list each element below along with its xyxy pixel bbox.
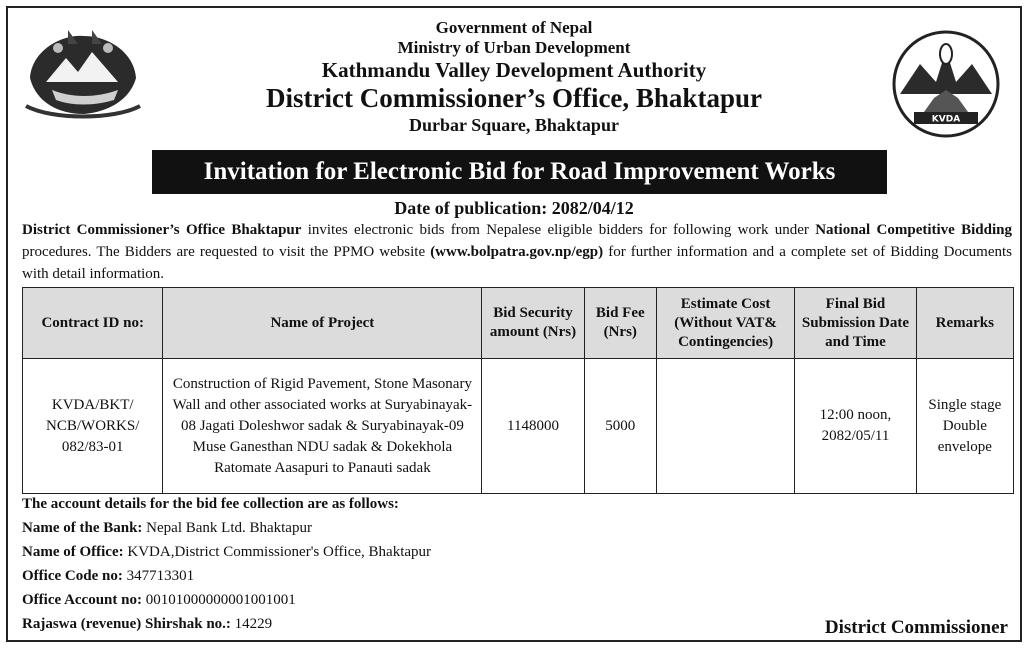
acct-value: 00101000000001001001 bbox=[141, 592, 296, 608]
col-estimate: Estimate Cost (Without VAT& Contingencies) bbox=[656, 288, 794, 359]
kvda-logo-text: KVDA bbox=[931, 114, 961, 125]
cell-submission: 12:00 noon, 2082/05/11 bbox=[795, 359, 916, 494]
code-value: 347713301 bbox=[122, 568, 195, 584]
intro-website: (www.bolpatra.gov.np/egp) bbox=[430, 244, 604, 260]
col-project: Name of Project bbox=[163, 288, 482, 359]
cell-remarks: Single stage Double envelope bbox=[916, 359, 1013, 494]
notice-page bbox=[6, 6, 1022, 642]
government-line: Government of Nepal bbox=[435, 18, 593, 37]
office-name-line bbox=[22, 540, 782, 564]
col-remarks: Remarks bbox=[916, 288, 1013, 359]
bid-table bbox=[22, 287, 1014, 494]
rajaswa-line bbox=[22, 612, 782, 636]
notice-header bbox=[8, 18, 1020, 136]
office-line: District Commissioner’s Office, Bhaktapur bbox=[266, 83, 762, 113]
intro-text-1: invites electronic bids from Nepalese eligible bidders for following work under bbox=[301, 222, 816, 238]
office-label: Name of Office: bbox=[22, 544, 124, 560]
address-line: Durbar Square, Bhaktapur bbox=[409, 115, 619, 135]
cell-bid-fee: 5000 bbox=[584, 359, 656, 494]
office-code-line bbox=[22, 564, 782, 588]
title-banner: Invitation for Electronic Bid for Road Improvement Works bbox=[152, 150, 887, 194]
intro-text-3: for further information and a complete set of Bidding Documents with detail information. bbox=[22, 244, 1012, 282]
intro-text-2: procedures. The Bidders are requested to visit the PPMO website bbox=[22, 244, 431, 260]
signature: District Commissioner bbox=[824, 617, 1008, 638]
col-submission: Final Bid Submission Date and Time bbox=[795, 288, 916, 359]
col-contract-id: Contract ID no: bbox=[23, 288, 163, 359]
cell-estimate bbox=[656, 359, 794, 494]
table-header-row bbox=[23, 288, 1014, 359]
acct-label: Office Account no: bbox=[22, 592, 142, 608]
col-bid-security: Bid Security amount (Nrs) bbox=[482, 288, 584, 359]
intro-ncb: National Competitive Bidding bbox=[815, 222, 1013, 238]
cell-contract-id: KVDA/BKT/ NCB/WORKS/ 082/83-01 bbox=[23, 359, 163, 494]
cell-bid-security: 1148000 bbox=[482, 359, 584, 494]
bank-value: Nepal Bank Ltd. Bhaktapur bbox=[142, 520, 312, 536]
table-row bbox=[23, 359, 1014, 494]
rajaswa-value: 14229 bbox=[230, 616, 273, 632]
office-value: KVDA,District Commissioner's Office, Bhaktapur bbox=[123, 544, 432, 560]
cell-project: Construction of Rigid Pavement, Stone Masonary Wall and other associated works at Suryabinayak-08 Jagati Doleshwor sadak & Suryabinayak-09 Muse Ganesthan NDU sadak & Dokekhola Ratomate Aasapuri to Panauti sadak bbox=[163, 359, 482, 494]
col-bid-fee: Bid Fee (Nrs) bbox=[584, 288, 656, 359]
rajaswa-label: Rajaswa (revenue) Shirshak no.: bbox=[22, 616, 231, 632]
ministry-line: Ministry of Urban Development bbox=[397, 38, 631, 57]
bank-label: Name of the Bank: bbox=[22, 520, 143, 536]
bank-line bbox=[22, 516, 782, 540]
intro-office: District Commissioner’s Office Bhaktapur bbox=[22, 222, 302, 238]
account-details bbox=[22, 492, 782, 636]
account-heading: The account details for the bid fee collection are as follows: bbox=[22, 496, 399, 512]
intro-paragraph bbox=[22, 219, 1012, 285]
authority-line: Kathmandu Valley Development Authority bbox=[321, 58, 707, 82]
publication-date: Date of publication: 2082/04/12 bbox=[394, 198, 634, 218]
account-number-line bbox=[22, 588, 782, 612]
code-label: Office Code no: bbox=[22, 568, 123, 584]
